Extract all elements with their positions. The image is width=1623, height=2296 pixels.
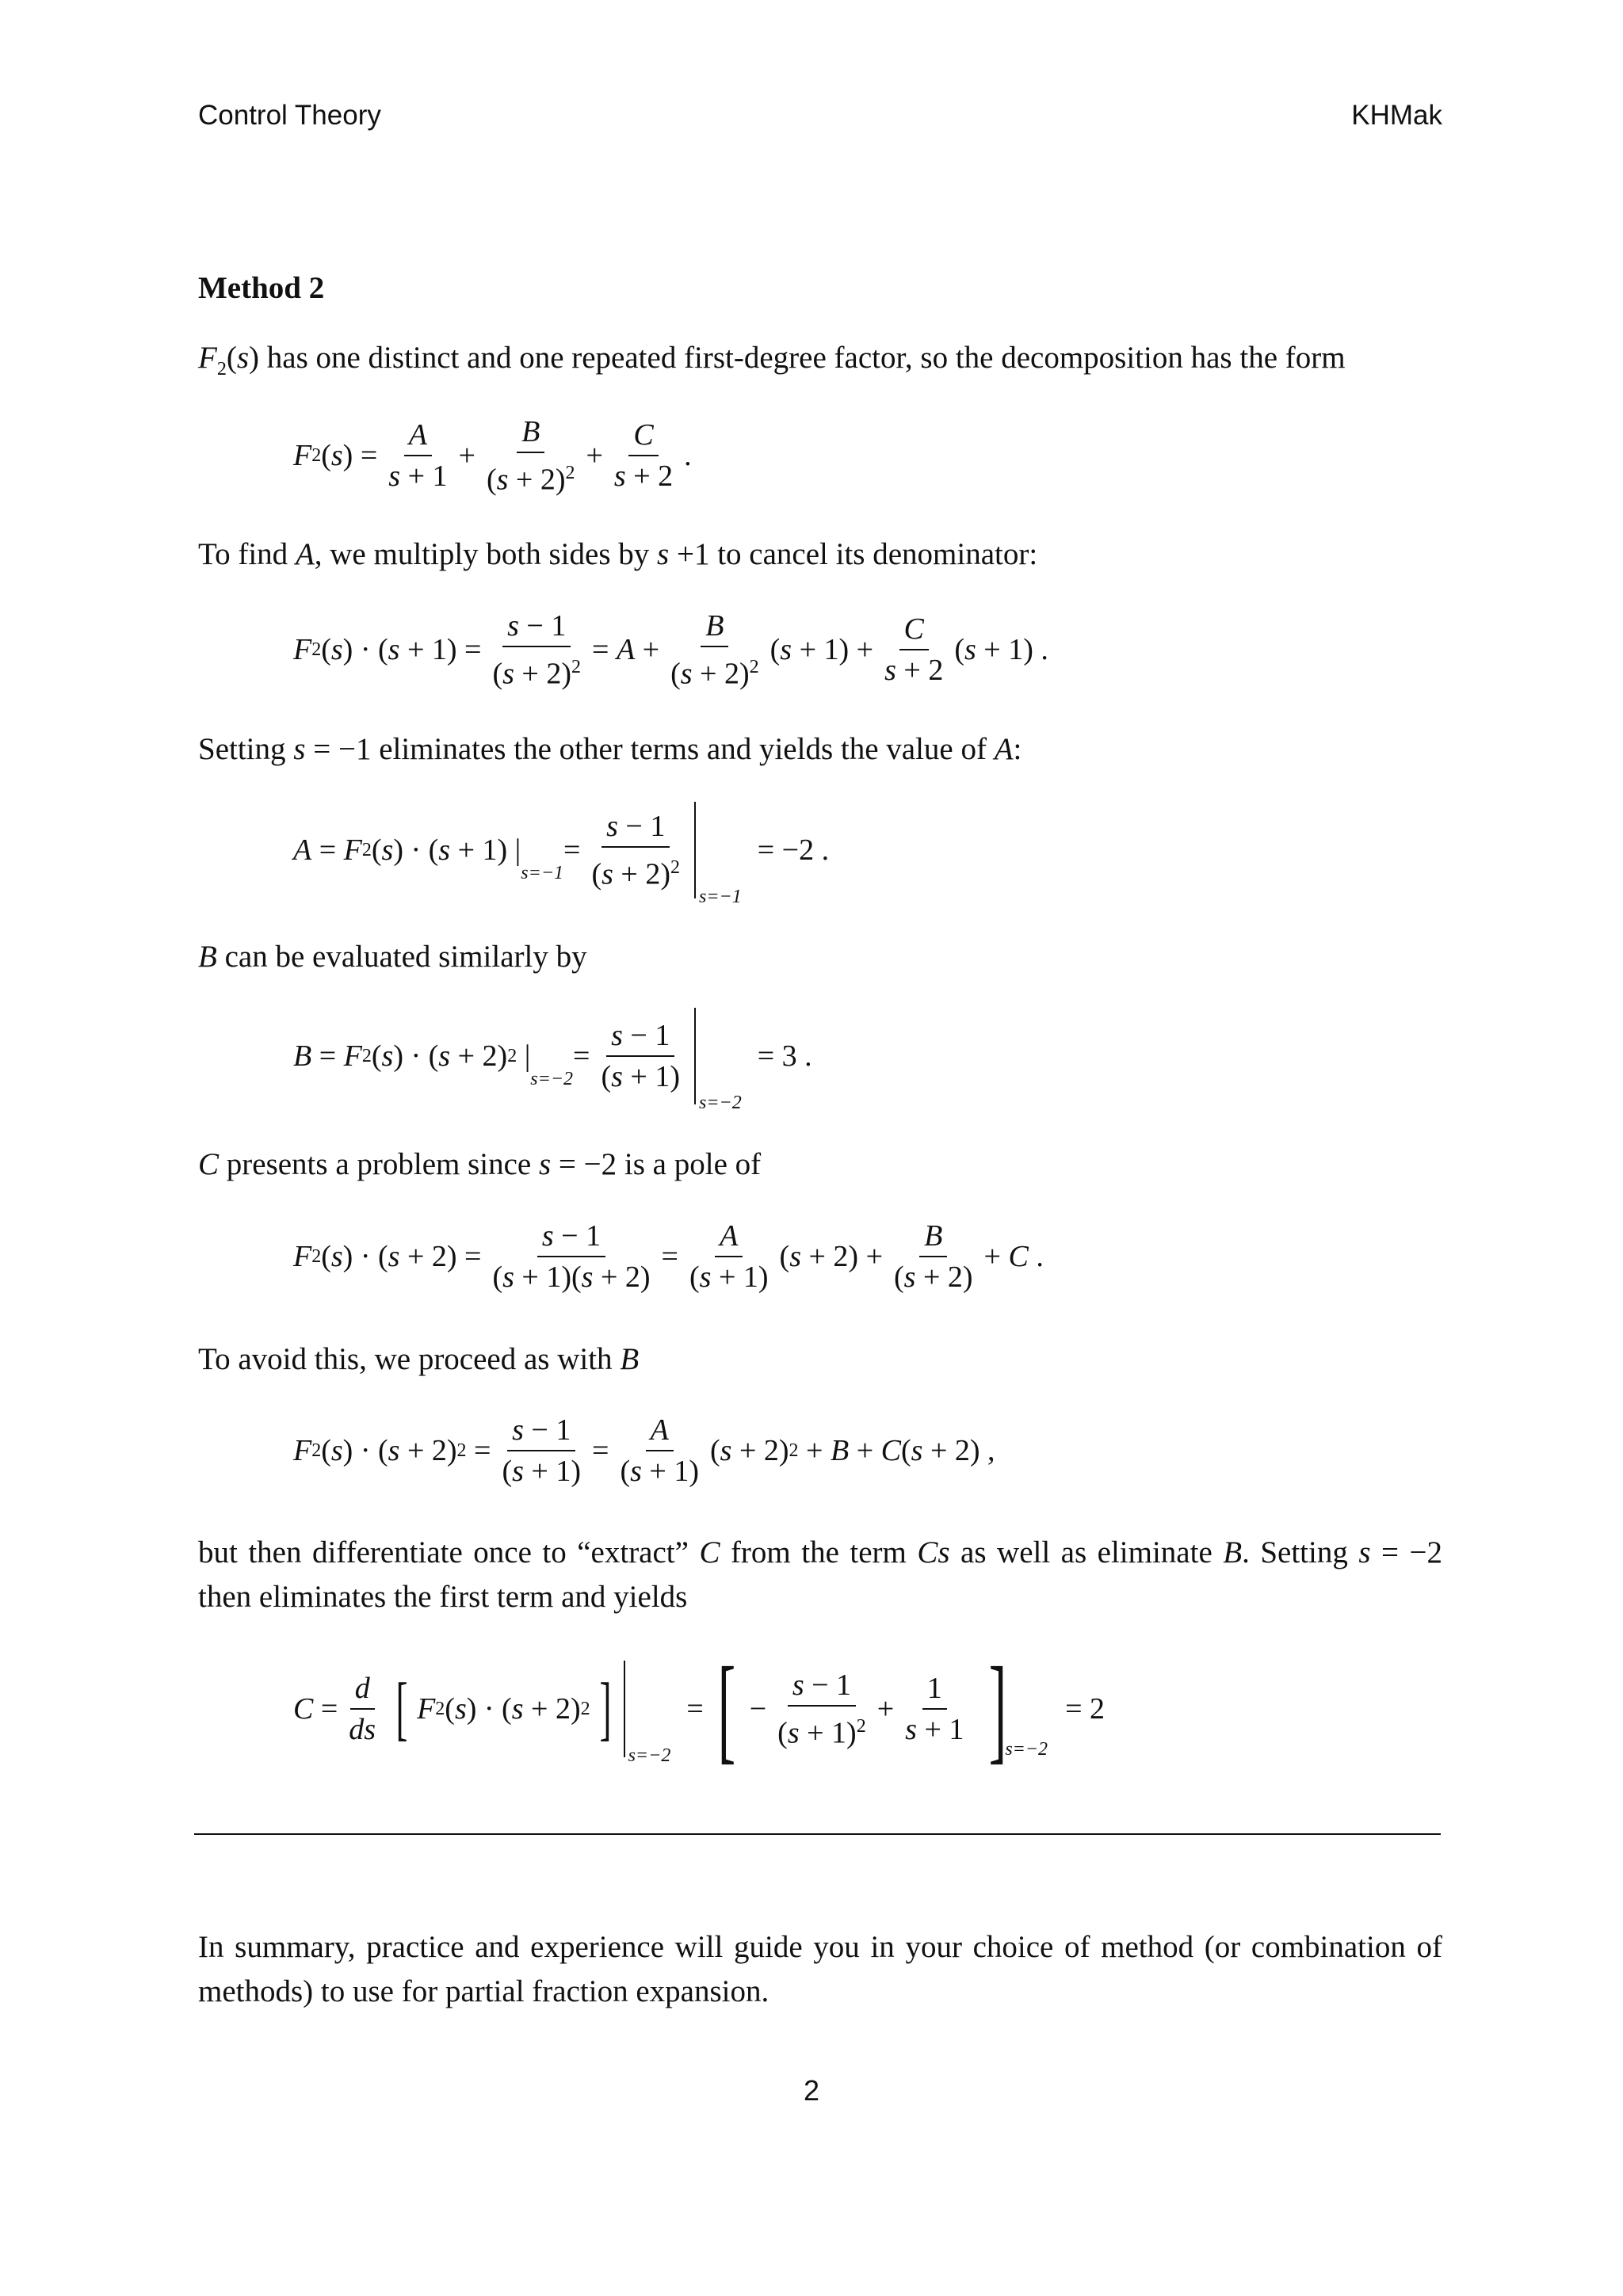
equation-value-c: C = $\frac{d}{ds}$ [ F 2 ( s ) · ( s + 2) 2 ] s=−2 = [ − $\frac{s - 1}{(s + 1)^2}$ + $\frac{1}{s + 1}$ ] s=−2 = 2 — [293, 1643, 1105, 1775]
paragraph-pole-c: C presents a problem since s = −2 is a pole of — [198, 1147, 762, 1181]
equation-decomposition: F 2 ( s ) = $\frac{A}{s + 1}$ + $\frac{B}{(s + 2)^2}$ + $\frac{C}{s + 2}$ . — [293, 412, 692, 500]
paragraph-differentiate: but then differentiate once to “extract” C from the term Cs as well as eliminate B. Setting s = −2 then eliminates the first term and yields — [198, 1535, 1442, 1614]
paragraph-summary: In summary, practice and experience will guide you in your choice of method (or combination of methods) to use for partial fraction expansion. — [198, 1930, 1442, 2008]
equation-pole: F 2 ( s ) · ( s + 2) = $\frac{s - 1}{(s + 1)(s + 2)}$ = $\frac{A}{(s + 1)}$ ( s + 2) + $\frac{B}{(s + 2)}$ + C . — [293, 1216, 1044, 1297]
page-number: 2 — [803, 2074, 820, 2107]
section-divider — [194, 1833, 1441, 1835]
paragraph-find-a: To find A, we multiply both sides by s +1 to cancel its denominator: — [198, 537, 1038, 571]
paragraph-setting-a: Setting s = −1 eliminates the other terms and yields the value of A: — [198, 732, 1022, 766]
header-author: KHMak — [1351, 100, 1442, 131]
equation-value-b: B = F 2 ( s ) · ( s + 2) 2 | s=−2 = $\frac{s - 1}{(s + 1)}$ s=−2 = 3 . — [293, 1008, 812, 1104]
paragraph-intro: $F_2(s)$ has one distinct and one repeated first-degree factor, so the decomposition has the form — [198, 341, 1346, 379]
header-course-title: Control Theory — [198, 100, 381, 131]
equation-value-a: A = F 2 ( s ) · ( s + 1) | s=−1 = $\frac{s - 1}{(s + 2)^2}$ s=−1 = −2 . — [293, 802, 829, 898]
equation-multiply-a: F 2 ( s ) · ( s + 1) = $\frac{s - 1}{(s + 2)^2}$ = A + $\frac{B}{(s + 2)^2}$ ( s + 1) + $\frac{C}{s + 2}$ ( s + 1) . — [293, 606, 1048, 694]
section-heading: Method 2 — [198, 271, 325, 305]
paragraph-evaluate-b: B can be evaluated similarly by — [198, 940, 587, 974]
equation-proceed: F 2 ( s ) · ( s + 2) 2 = $\frac{s - 1}{(s + 1)}$ = $\frac{A}{(s + 1)}$ ( s + 2) 2 + B + C ( s + 2) , — [293, 1410, 995, 1491]
paragraph-avoid: To avoid this, we proceed as with B — [198, 1342, 640, 1376]
